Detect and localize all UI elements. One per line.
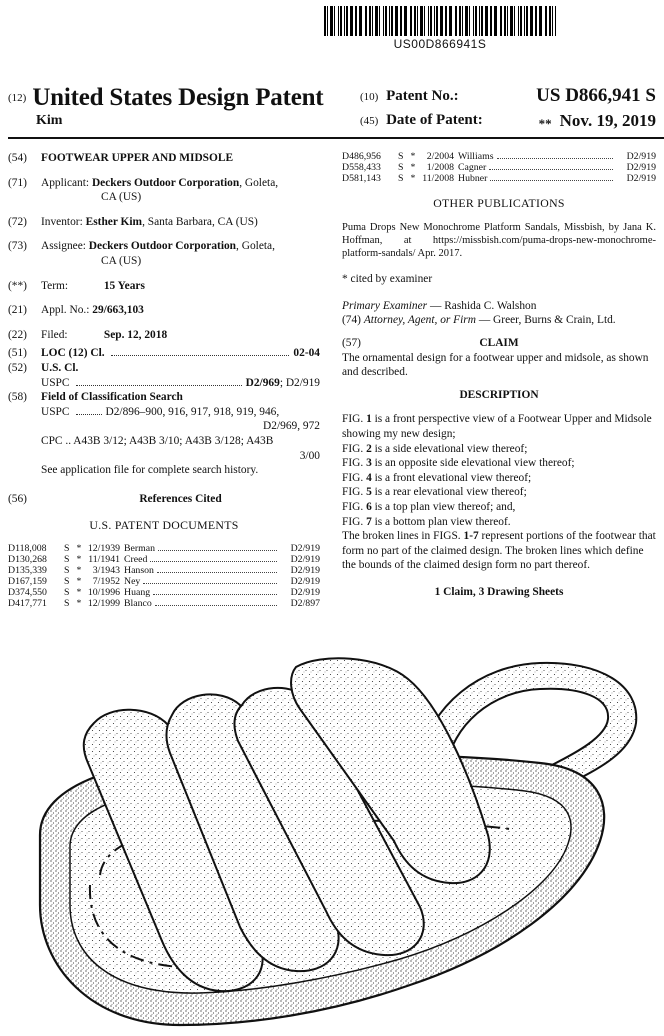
attorney-name: — Greer, Burns & Crain, Ltd.: [478, 314, 616, 327]
reference-cited-marker: *: [76, 597, 82, 609]
description-line: FIG. 1 is a front perspective view of a Footwear Upper and Midsole showing my new design;: [342, 413, 652, 440]
reference-row: [8, 587, 320, 598]
reference-row: [342, 173, 656, 184]
reference-row: [8, 554, 320, 565]
reference-date: 12/1939: [87, 542, 120, 554]
leader-dots: [76, 407, 102, 415]
attorney: [342, 313, 656, 328]
reference-name: Ney: [124, 576, 280, 587]
description-line: FIG. 3 is an opposite side elevational view thereof;: [342, 457, 575, 470]
reference-number: D581,143: [342, 173, 381, 184]
uscl-uspc-label: USPC: [41, 376, 70, 389]
barcode-bar: [372, 6, 373, 36]
barcode-bar: [473, 6, 474, 36]
assignee-location: , Goleta,: [236, 240, 275, 253]
us-patent-docs-head: U.S. PATENT DOCUMENTS: [89, 518, 239, 533]
barcode-bar: [420, 6, 423, 36]
assignee-line2: CA (US): [101, 254, 142, 267]
loc-label: LOC (12) Cl.: [41, 347, 105, 360]
barcode-bar: [469, 6, 470, 36]
reference-cited-marker: *: [410, 151, 416, 162]
reference-number: D486,956: [342, 151, 381, 162]
patent-number: US D866,941 S: [536, 85, 656, 106]
assignee-label: Assignee:: [41, 240, 86, 253]
reference-kind: S: [398, 173, 404, 184]
reference-kind: S: [64, 597, 70, 609]
search-uspc-line1: D2/896–900, 916, 917, 918, 919, 946,: [105, 405, 280, 418]
barcode-bar: [417, 6, 418, 36]
search-uspc-line2: D2/969, 972: [263, 420, 320, 433]
barcode-bar: [410, 6, 412, 36]
reference-class: D2/919: [626, 162, 656, 173]
description-line: FIG. 4 is a front elevational view thereof;: [342, 471, 532, 484]
reference-kind: S: [64, 575, 70, 587]
reference-class: D2/919: [626, 151, 656, 162]
barcode-bar: [375, 6, 378, 36]
inventor-field: [8, 215, 320, 230]
description-line: FIG. 2 is a side elevational view thereof;: [342, 442, 528, 455]
references-field: [8, 492, 320, 609]
barcode-bar: [530, 6, 533, 36]
patent-type: [8, 84, 323, 112]
reference-date: 3/1943: [92, 564, 120, 576]
uscl-value-rest: ; D2/919: [279, 376, 320, 389]
barcode-bar: [524, 6, 525, 36]
left-column: [8, 151, 320, 619]
term-value: 15 Years: [103, 279, 145, 292]
reference-row: [342, 162, 656, 173]
filed-value: Sep. 12, 2018: [103, 328, 168, 341]
sandal-drawing: [0, 645, 664, 1036]
reference-class: D2/919: [290, 575, 320, 587]
description-line: The broken lines in FIGS. 1-7 represent portions of the footwear that form no part of the claimed design. The broken lines which define the bounds of the claimed design form no part thereof.: [342, 530, 656, 572]
reference-date: 11/2008: [422, 173, 454, 184]
field-of-search: [8, 390, 320, 478]
examiner-name: — Rashida C. Walshon: [429, 299, 537, 312]
barcode-bar: [545, 6, 547, 36]
barcode-bar: [455, 6, 457, 36]
inventor-name: Esther Kim: [85, 215, 143, 228]
reference-name: Williams: [458, 151, 616, 162]
leader-dots: [76, 378, 242, 386]
barcode-bar: [481, 6, 483, 36]
attorney-code: (74): [342, 314, 361, 327]
field-code: (72): [8, 215, 27, 228]
reference-number: D558,433: [342, 162, 381, 173]
barcode-bar: [424, 6, 425, 36]
claims-count: 1 Claim, 3 Drawing Sheets: [434, 585, 564, 598]
date-label: Date of Patent:: [386, 112, 483, 128]
barcode-bar: [440, 6, 443, 36]
uscl-field: [8, 361, 320, 390]
cited-note: * cited by examiner: [342, 273, 433, 286]
reference-number: D374,550: [8, 586, 47, 598]
applicant-field: [8, 176, 320, 205]
barcode-bar: [359, 6, 362, 36]
uscl-label: U.S. Cl.: [41, 361, 79, 374]
reference-cited-marker: *: [410, 162, 416, 173]
barcode-bar: [338, 6, 339, 36]
barcode-bar: [479, 6, 480, 36]
barcode-bar: [552, 6, 553, 36]
barcode-bar: [510, 6, 513, 36]
reference-name: Hanson: [124, 565, 280, 576]
field-code: (58): [8, 391, 27, 404]
barcode-bar: [462, 6, 463, 36]
barcode-bar: [465, 6, 468, 36]
reference-name: Hubner: [458, 173, 616, 184]
barcode-bar: [535, 6, 537, 36]
reference-row: [342, 151, 656, 162]
barcode-bar: [475, 6, 477, 36]
barcode-bar: [350, 6, 353, 36]
barcode-bar: [383, 6, 384, 36]
reference-cited-marker: *: [76, 586, 82, 598]
barcode-bar: [494, 6, 497, 36]
barcode-bar: [526, 6, 528, 36]
search-cpc-line1: A43B 3/12; A43B 3/10; A43B 3/128; A43B: [73, 434, 274, 447]
barcode-bar: [379, 6, 380, 36]
term-label: Term:: [41, 279, 69, 292]
patent-number-row: [360, 85, 656, 106]
reference-row: [8, 565, 320, 576]
applicant-location: , Goleta,: [239, 176, 279, 189]
barcode-bar: [507, 6, 508, 36]
barcode-bar: [539, 6, 542, 36]
description-line: FIG. 7 is a bottom plan view thereof.: [342, 515, 511, 528]
field-code: (73): [8, 240, 27, 253]
barcode-bar: [395, 6, 398, 36]
reference-row: [8, 598, 320, 609]
reference-row: [8, 576, 320, 587]
barcode-bar: [436, 6, 438, 36]
search-label: Field of Classification Search: [41, 391, 183, 404]
barcode-bar: [414, 6, 416, 36]
patent-date-row: [360, 112, 656, 129]
barcode-bar: [344, 6, 345, 36]
patent-no-label: Patent No.:: [386, 88, 459, 104]
description: [342, 412, 656, 573]
description-line: FIG. 6 is a top plan view thereof; and,: [342, 500, 516, 513]
reference-kind: S: [398, 162, 404, 173]
applicant-line2: CA (US): [101, 191, 142, 204]
reference-class: D2/919: [290, 542, 320, 554]
reference-cited-marker: *: [76, 564, 82, 576]
barcode-bar: [324, 6, 326, 36]
uscl-value: D2/969: [245, 376, 280, 389]
inventor-label: Inventor:: [41, 215, 83, 228]
barcode-bar: [514, 6, 515, 36]
barcode-bar: [327, 6, 328, 36]
barcode-bar: [504, 6, 506, 36]
reference-date: 11/1941: [88, 553, 120, 565]
patent-title: United States Design Patent: [32, 84, 324, 111]
barcode-bar: [449, 6, 452, 36]
reference-date: 7/1952: [92, 575, 120, 587]
barcode-bar: [404, 6, 407, 36]
patent-date: Nov. 19, 2019: [559, 111, 656, 130]
field-code: (21): [8, 304, 27, 317]
reference-class: D2/897: [290, 597, 320, 609]
barcode-bar: [430, 6, 432, 36]
reference-row: [8, 543, 320, 554]
right-column: [342, 151, 656, 599]
reference-cited-marker: *: [76, 575, 82, 587]
barcode-bar: [391, 6, 393, 36]
reference-cited-marker: *: [410, 173, 416, 184]
appl-field: [8, 303, 320, 318]
reference-name: Creed: [124, 554, 280, 565]
barcode-bar: [445, 6, 447, 36]
loc-field: [8, 346, 320, 361]
barcode-bar: [365, 6, 367, 36]
barcode-bar: [428, 6, 429, 36]
reference-kind: S: [64, 564, 70, 576]
barcode-bar: [355, 6, 357, 36]
assignee-name: Deckers Outdoor Corporation: [88, 240, 237, 253]
search-uspc-label: USPC: [41, 405, 70, 418]
description-title: DESCRIPTION: [459, 388, 539, 401]
barcode: [324, 6, 556, 36]
reference-cited-marker: *: [76, 553, 82, 565]
inventor-location: , Santa Barbara, CA (US): [142, 215, 258, 228]
reference-number: D118,008: [8, 542, 47, 554]
assignee-field: [8, 239, 320, 268]
invention-title: FOOTWEAR UPPER AND MIDSOLE: [41, 152, 234, 164]
reference-kind: S: [398, 151, 404, 162]
claim-text: The ornamental design for a footwear upper and midsole, as shown and described.: [342, 351, 649, 379]
references-label: References Cited: [139, 492, 222, 505]
applicant-label: Applicant:: [41, 176, 90, 189]
reference-cited-marker: *: [76, 542, 82, 554]
field-code: (56): [8, 492, 27, 505]
barcode-bar: [385, 6, 387, 36]
barcode-bar: [549, 6, 551, 36]
reference-class: D2/919: [290, 564, 320, 576]
primary-examiner: [342, 299, 656, 314]
barcode-bar: [555, 6, 556, 36]
search-note: See application file for complete search history.: [41, 464, 259, 477]
barcode-bar: [518, 6, 519, 36]
reference-class: D2/919: [626, 173, 656, 184]
barcode-bar: [520, 6, 522, 36]
date-code: (45): [360, 115, 379, 127]
reference-class: D2/919: [290, 586, 320, 598]
reference-date: 10/1996: [87, 586, 120, 598]
reference-number: D167,159: [8, 575, 47, 587]
filed-field: [8, 328, 320, 343]
title-field: [8, 151, 320, 166]
reference-kind: S: [64, 542, 70, 554]
reference-number: D417,771: [8, 597, 47, 609]
field-code: (51): [8, 347, 27, 360]
reference-name: Huang: [124, 587, 280, 598]
appl-label: Appl. No.:: [41, 304, 90, 317]
field-code: (54): [8, 152, 27, 164]
claim-title: CLAIM: [479, 336, 519, 349]
reference-name: Blanco: [124, 598, 280, 609]
barcode-bar: [340, 6, 342, 36]
term-field: [8, 279, 320, 294]
applicant-name: Deckers Outdoor Corporation: [91, 176, 240, 189]
barcode-bar: [389, 6, 390, 36]
field-code: (22): [8, 328, 27, 341]
reference-date: 2/2004: [426, 151, 454, 162]
barcode-bar: [400, 6, 402, 36]
reference-number: D135,339: [8, 564, 47, 576]
barcode-number: US00D866941S: [393, 37, 487, 51]
description-line: FIG. 5 is a rear elevational view thereof;: [342, 486, 527, 499]
loc-value: 02-04: [293, 347, 320, 360]
field-code: (71): [8, 176, 27, 189]
barcode-bar: [490, 6, 492, 36]
barcode-bar: [369, 6, 371, 36]
barcode-bar: [434, 6, 435, 36]
examiner-label: Primary Examiner: [342, 299, 428, 312]
reference-number: D130,268: [8, 553, 47, 565]
other-publication: Puma Drops New Monochrome Platform Sandals, Missbish, by Jana K. Hoffman, at https://missbish.com/puma-drops-new-monochrome-platform-sandals/ Apr. 2017.: [342, 221, 656, 259]
barcode-bar: [459, 6, 461, 36]
references-table: [8, 543, 320, 609]
search-cpc-label: CPC ..: [41, 434, 72, 447]
reference-kind: S: [64, 586, 70, 598]
patent-date-value: [539, 111, 656, 132]
barcode-bar: [334, 6, 335, 36]
reference-date: 1/2008: [426, 162, 454, 173]
filed-label: Filed:: [41, 328, 68, 341]
barcode-bar: [346, 6, 348, 36]
claim-heading: [342, 336, 656, 351]
reference-name: Cagner: [458, 162, 616, 173]
header-rule: [8, 137, 664, 139]
patent-no-code: (10): [360, 91, 379, 103]
attorney-label: Attorney, Agent, or Firm: [363, 314, 476, 327]
type-code: (12): [8, 92, 27, 104]
leader-dots: [111, 348, 290, 356]
field-code: (52): [8, 361, 27, 374]
search-cpc-line2: 3/00: [299, 449, 320, 462]
reference-name: Berman: [124, 543, 280, 554]
reference-date: 12/1999: [87, 597, 120, 609]
barcode-bar: [500, 6, 502, 36]
appl-value: 29/663,103: [92, 304, 144, 317]
barcode-bar: [330, 6, 333, 36]
field-code: (**): [8, 279, 27, 292]
reference-class: D2/919: [290, 553, 320, 565]
reference-kind: S: [64, 553, 70, 565]
references-table-continued: [342, 151, 656, 184]
other-pubs-head: OTHER PUBLICATIONS: [433, 196, 565, 210]
inventor-short: Kim: [36, 113, 63, 128]
claim-code: (57): [342, 336, 361, 349]
date-marker: **: [538, 116, 552, 131]
barcode-bar: [485, 6, 488, 36]
